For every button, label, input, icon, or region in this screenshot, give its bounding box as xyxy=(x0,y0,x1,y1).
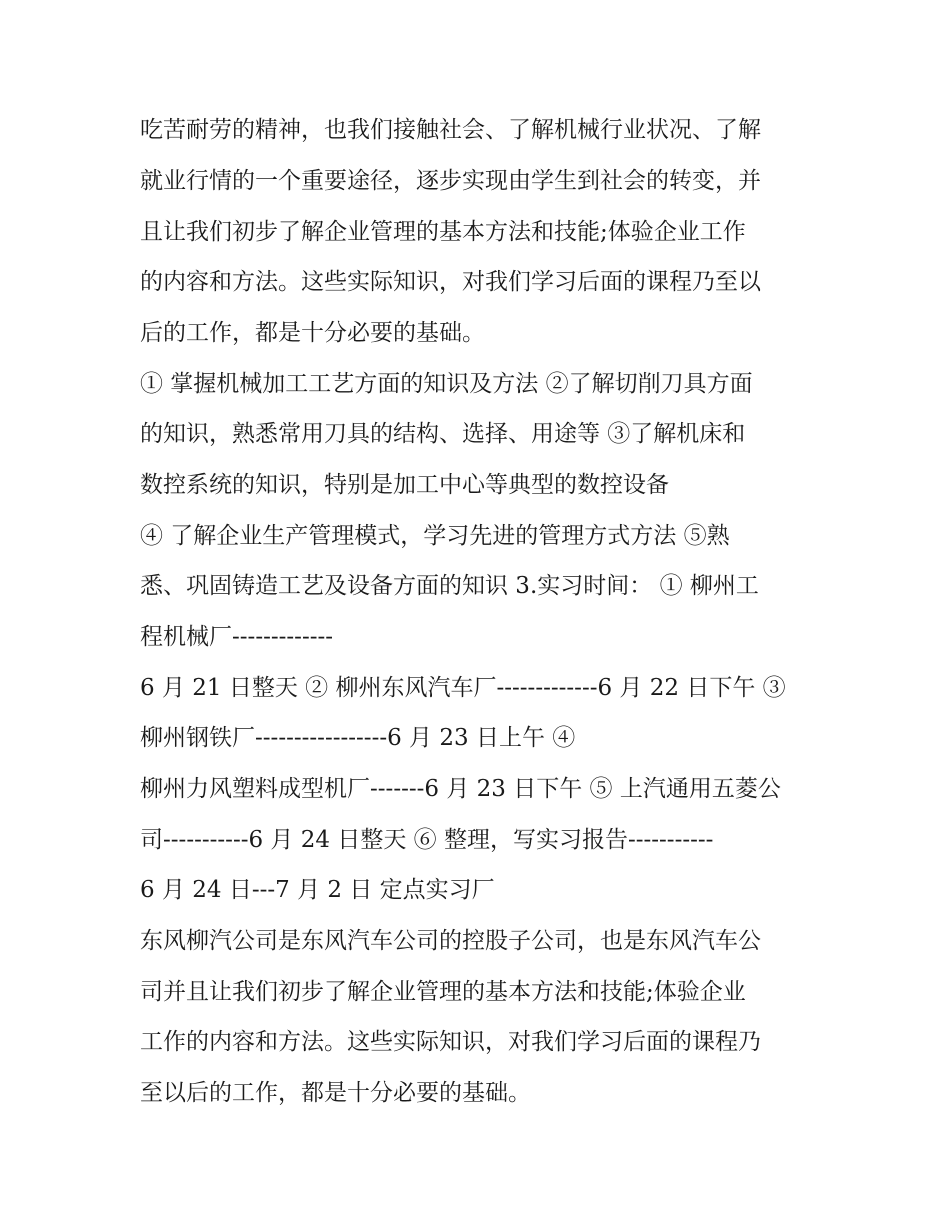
text-line: 柳州力风塑料成型机厂-------6 月 23 日下午 ⑤ 上汽通用五菱公 xyxy=(140,776,781,802)
text-line: 后的工作，都是十分必要的基础。 xyxy=(140,320,485,346)
text-line: 悉、巩固铸造工艺及设备方面的知识 3.实习时间： ① 柳州工 xyxy=(140,573,759,599)
text-line: 数控系统的知识，特别是加工中心等典型的数控设备 xyxy=(140,472,669,498)
text-line: ④ 了解企业生产管理模式，学习先进的管理方式方法 ⑤熟 xyxy=(140,523,730,549)
text-line: 程机械厂------------- xyxy=(140,624,334,650)
text-line: 司-----------6 月 24 日整天 ⑥ 整理，写实习报告----------- xyxy=(140,827,714,853)
text-line: 的知识，熟悉常用刀具的结构、选择、用途等 ③了解机床和 xyxy=(140,421,746,447)
text-line: 就业行情的一个重要途径，逐步实现由学生到社会的转变，并 xyxy=(140,168,761,194)
text-line: ① 掌握机械加工工艺方面的知识及方法 ②了解切削刀具方面 xyxy=(140,371,753,397)
text-line: 东风柳汽公司是东风汽车公司的控股子公司，也是东风汽车公 xyxy=(140,928,761,954)
text-line: 柳州钢铁厂-----------------6 月 23 日上午 ④ xyxy=(140,725,576,751)
text-line: 至以后的工作，都是十分必要的基础。 xyxy=(140,1080,531,1106)
text-line: 且让我们初步了解企业管理的基本方法和技能;体验企业工作 xyxy=(140,219,746,245)
text-line: 6 月 24 日---7 月 2 日 定点实习厂 xyxy=(140,877,495,903)
text-line: 工作的内容和方法。这些实际知识，对我们学习后面的课程乃 xyxy=(140,1029,761,1055)
text-line: 吃苦耐劳的精神，也我们接触社会、了解机械行业状况、了解 xyxy=(140,117,761,143)
text-line: 的内容和方法。这些实际知识，对我们学习后面的课程乃至以 xyxy=(140,269,761,295)
text-line: 6 月 21 日整天 ② 柳州东风汽车厂-------------6 月 22 日下午 ③ xyxy=(140,675,786,701)
text-line: 司并且让我们初步了解企业管理的基本方法和技能;体验企业 xyxy=(140,979,746,1005)
